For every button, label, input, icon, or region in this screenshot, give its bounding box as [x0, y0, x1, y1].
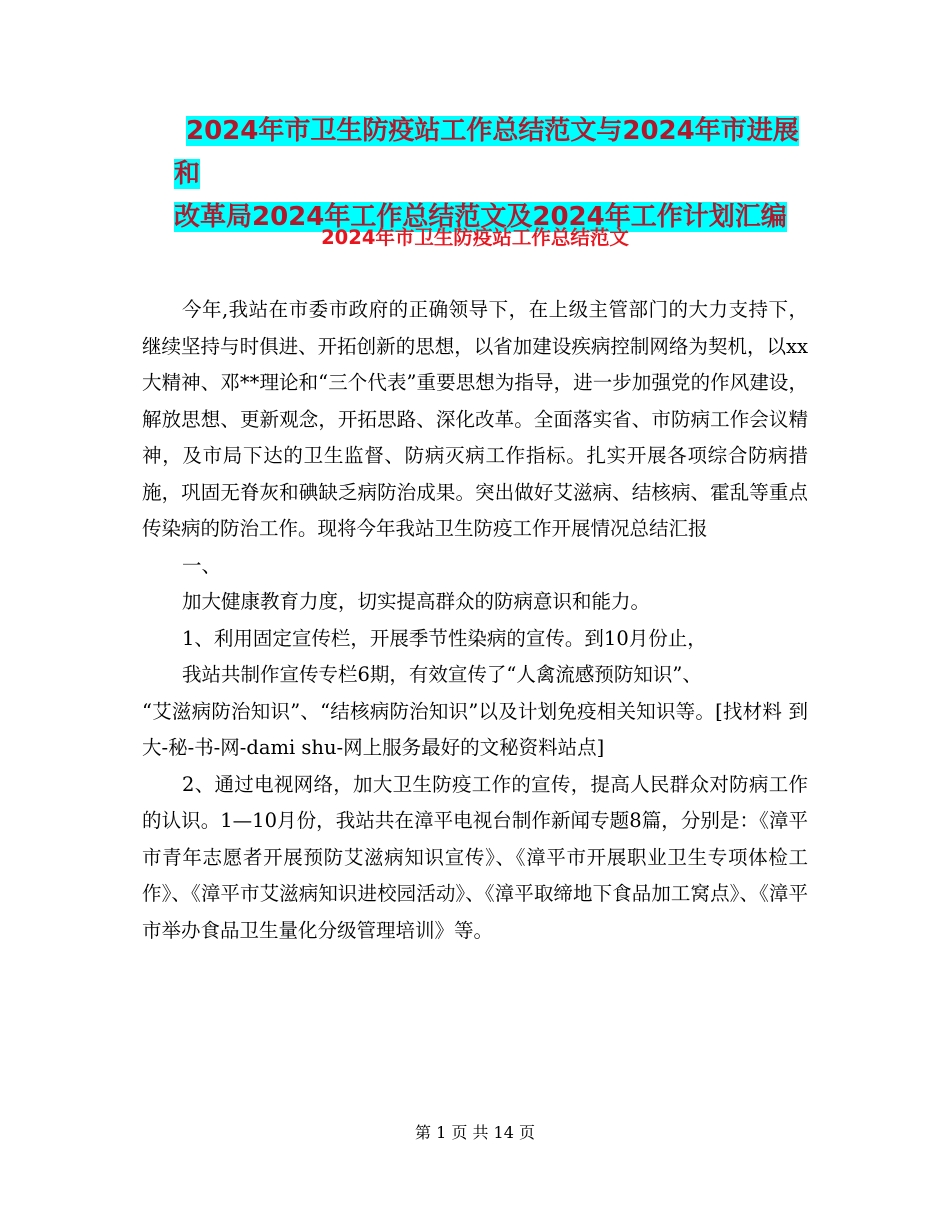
- paragraph-item-1: 1、利用固定宣传栏，开展季节性染病的宣传。到10月份止，: [182, 626, 707, 650]
- paragraph-item-2: 2、通过电视网络，加大卫生防疫工作的宣传，提高人民群众对防病工作的认识。1—10月份，我站共在漳平电视台制作新闻专题8篇，分别是：《漳平市青年志愿者开展预防艾滋病知识宣传》、《漳平市开展职业卫生专项体检工作》、《漳平市艾滋病知识进校园活动》、《漳平取缔地下食品加工窝点》、《漳平市举办食品卫生量化分级管理培训》等。: [142, 772, 808, 942]
- paragraph-item-1-topics: “艾滋病防治知识”、“结核病防治知识”以及计划免疫相关知识等。[找材料 到大-秘-书-网-dami shu-网上服务最好的文秘资料站点]: [142, 699, 808, 759]
- document-title-line-2: 改革局2024年工作总结范文及2024年工作计划汇编: [174, 202, 787, 232]
- section-title: 2024年市卫生防疫站工作总结范文: [321, 226, 629, 249]
- page-footer: 第 1 页 共 14 页: [415, 1123, 535, 1142]
- paragraph-intro: 今年,我站在市委市政府的正确领导下，在上级主管部门的大力支持下，继续坚持与时俱进、开拓创新的思想，以省加建设疾病控制网络为契机，以xx大精神、邓**理论和“三个代表”重要思想为指导，进一步加强党的作风建设，解放思想、更新观念，开拓思路、深化改革。全面落实省、市防病工作会议精神，及市局下达的卫生监督、防病灭病工作指标。扎实开展各项综合防病措施，巩固无脊灰和碘缺乏病防治成果。突出做好艾滋病、结核病、霍乱等重点传染病的防治工作。现将今年我站卫生防疫工作开展情况总结汇报: [142, 298, 808, 540]
- document-title: [174, 110, 824, 239]
- paragraph-heading-text: 加大健康教育力度，切实提高群众的防病意识和能力。: [182, 590, 651, 613]
- paragraph-heading-number: 一、: [182, 553, 222, 577]
- document-body: [142, 292, 808, 949]
- document-title-line-1: 2024年市卫生防疫站工作总结范文与2024年市进展和: [174, 116, 799, 189]
- paragraph-item-1-continued: 我站共制作宣传专栏6期，有效宣传了“人禽流感预防知识”、: [182, 663, 702, 686]
